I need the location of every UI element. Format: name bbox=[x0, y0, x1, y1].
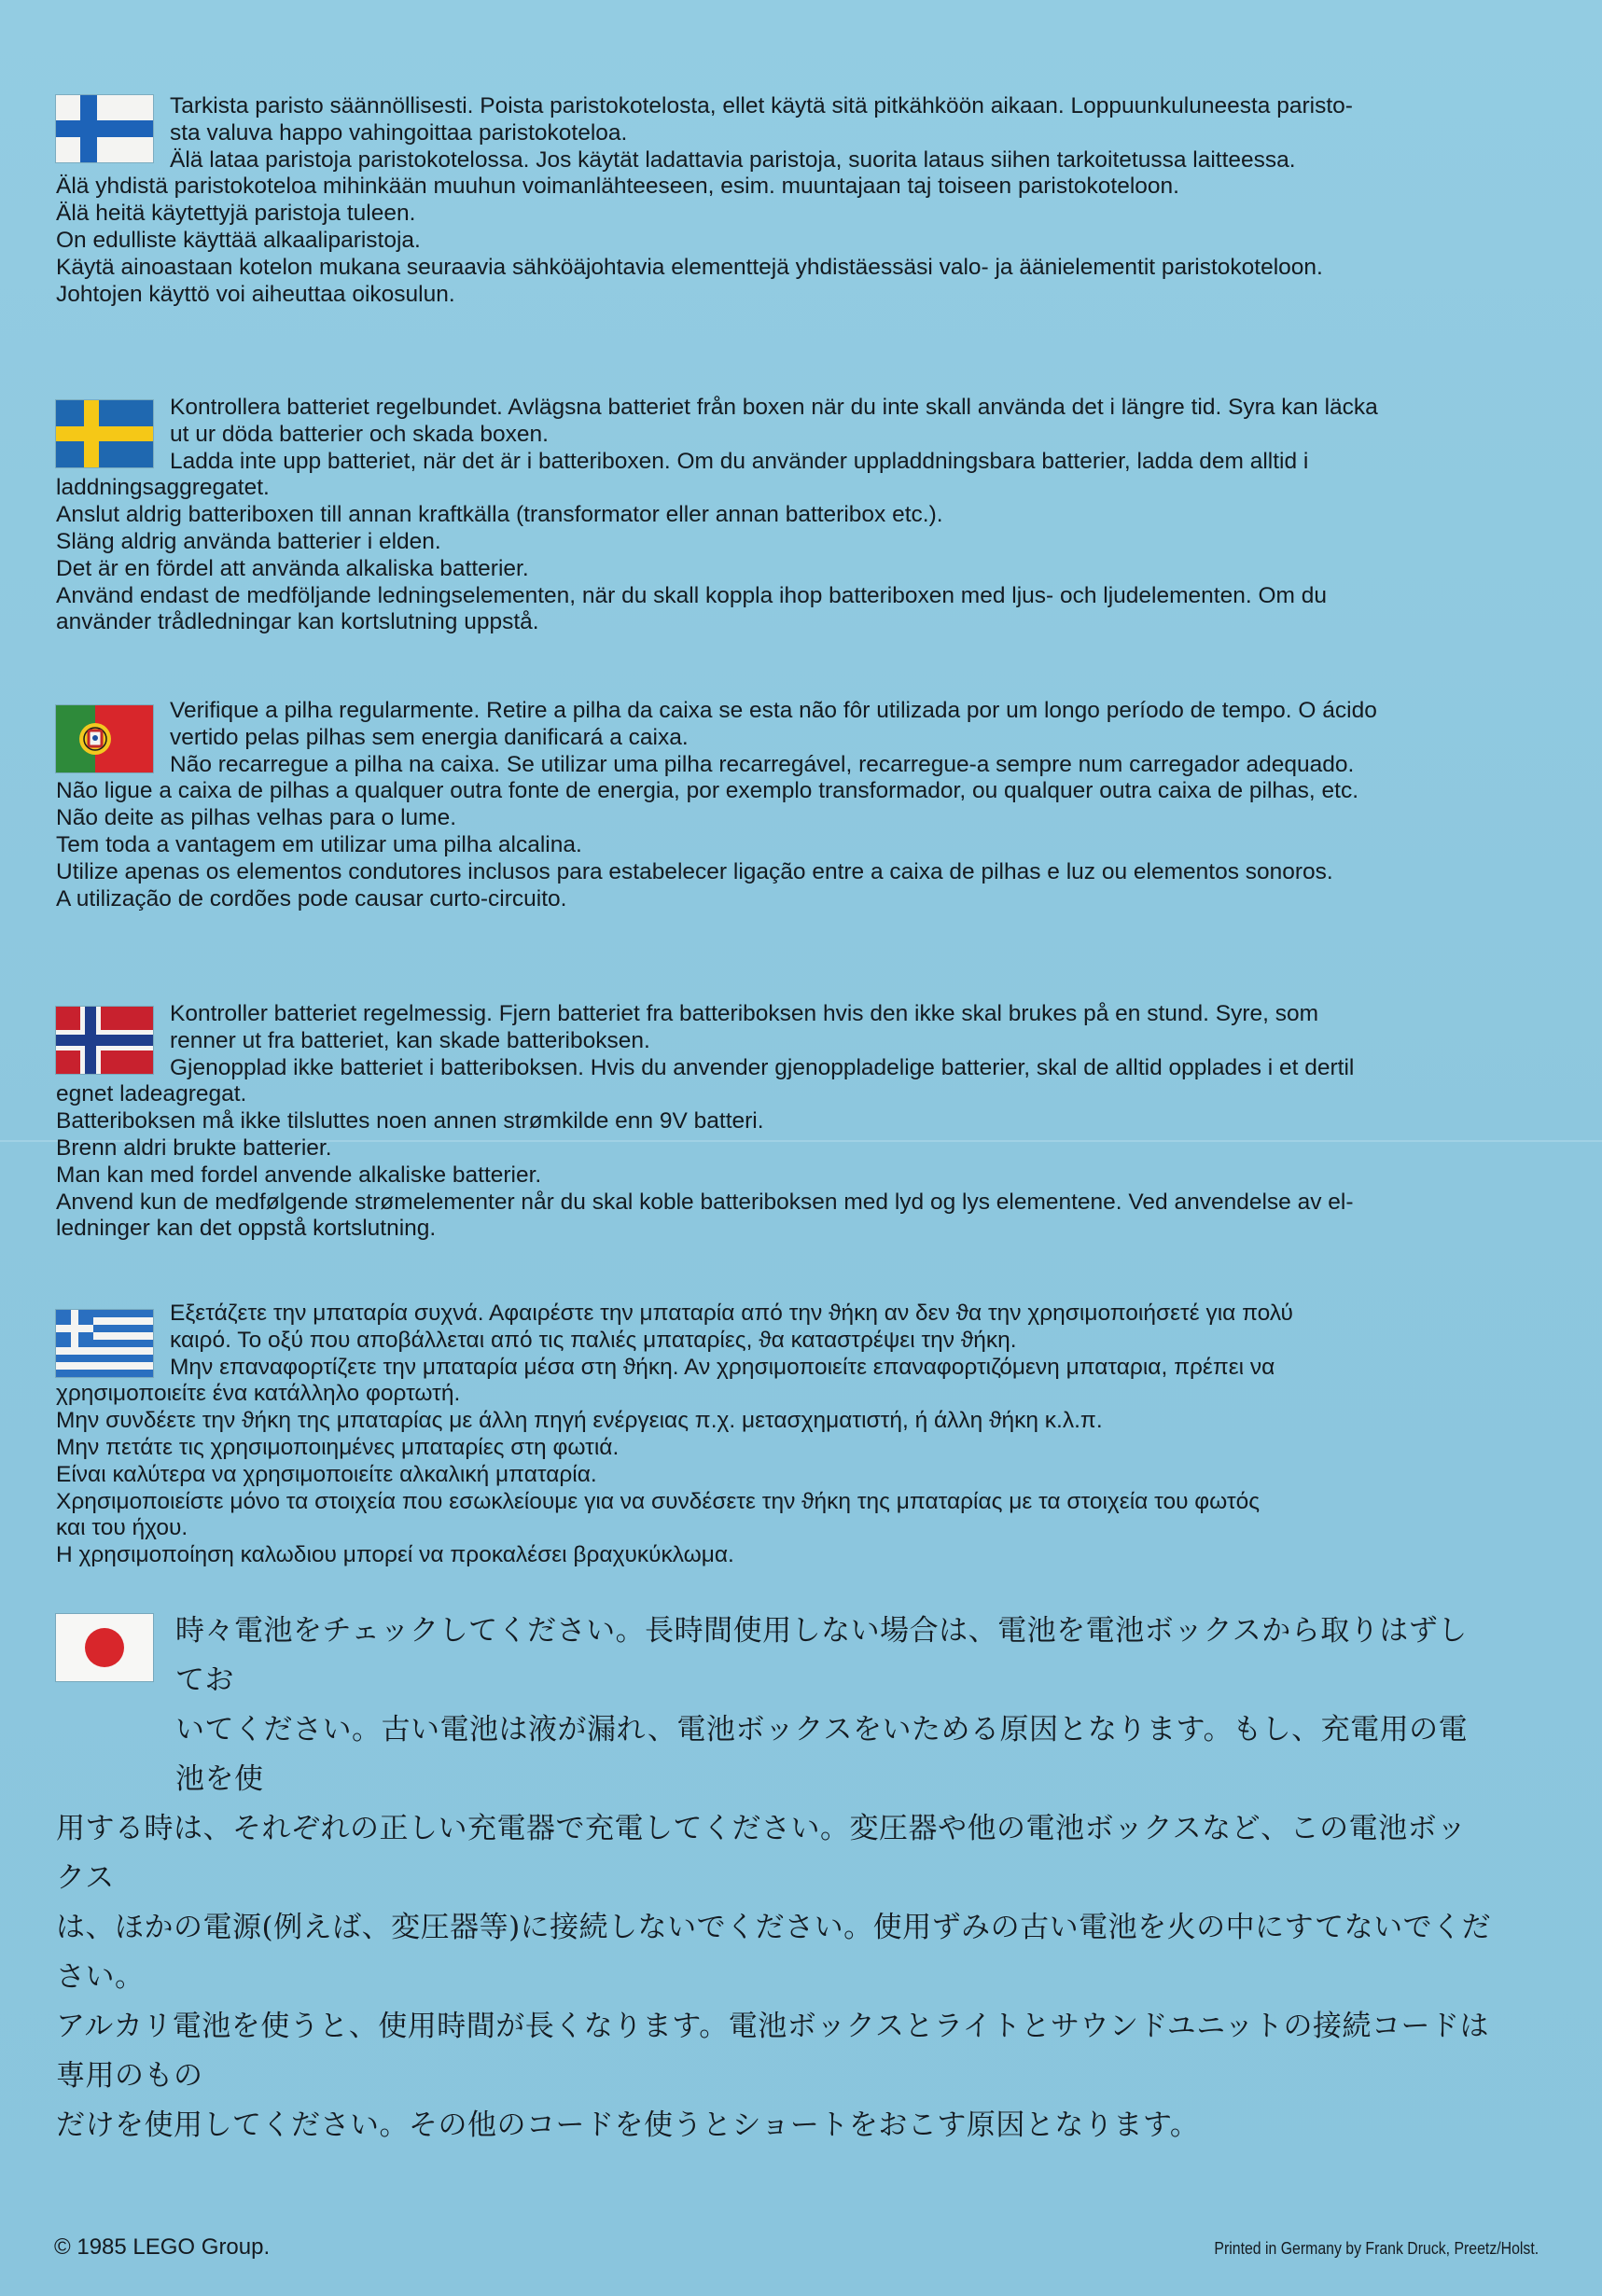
portugal-flag-icon bbox=[56, 705, 153, 772]
text-line: 時々電池をチェックしてください。長時間使用しない場合は、電池を電池ボックスから取りはずしてお bbox=[175, 1614, 1468, 1697]
text-line: Man kan med fordel anvende alkaliske batterier. bbox=[56, 1162, 542, 1188]
text-line: använder trådledningar kan kortslutning uppstå. bbox=[56, 609, 539, 635]
text-line: A utilização de cordões pode causar curto-circuito. bbox=[56, 885, 567, 911]
text-line: vertido pelas pilhas sem energia danificará a caixa. bbox=[170, 724, 689, 750]
text-line: Älä heitä käytettyjä paristoja tuleen. bbox=[56, 201, 416, 227]
text-line: Εξετάζετε την μπαταρία συχνά. Αφαιρέστε την μπαταρία από την ϑήκη αν δεν ϑα την χρησιμοποιήσετέ για πολύ bbox=[170, 1301, 1293, 1326]
text-line: Μην πετάτε τις χρησιμοποιημένες μπαταρίες στη φωτιά. bbox=[56, 1434, 620, 1460]
text-line: Ladda inte upp batteriet, när det är i batteriboxen. Om du använder uppladdningsbara batterier, ladda dem alltid i bbox=[170, 448, 1309, 474]
text-line: Verifique a pilha regularmente. Retire a pilha da caixa se esta não fôr utilizada por um longo período de tempo. O ácido bbox=[170, 698, 1377, 723]
section-greek bbox=[56, 1301, 1493, 1569]
text-line: は、ほかの電源(例えば、変圧器等)に接続しないでください。使用ずみの古い電池を火の中にすてないでください。 bbox=[56, 1911, 1492, 1994]
text-line: On edulliste käyttää alkaaliparistoja. bbox=[56, 227, 421, 253]
text-line: Tem toda a vantagem em utilizar uma pilha alcalina. bbox=[56, 831, 582, 857]
text-line: だけを使用してください。その他のコードを使うとショートをおこす原因となります。 bbox=[56, 2108, 1200, 2142]
text-line: Johtojen käyttö voi aiheuttaa oikosulun. bbox=[56, 281, 455, 307]
sweden-flag-icon bbox=[56, 400, 153, 467]
text-line: Μην επαναφορτίζετε την μπαταρία μέσα στη ϑήκη. Αν χρησιμοποιείτε επαναφορτιζόμενη μπαταρια, πρέπει να bbox=[170, 1354, 1275, 1380]
text-line: Η χρησιμοποίηση καλωδιου μπορεί να προκαλέσει βραχυκύκλωμα. bbox=[56, 1542, 734, 1568]
text-line: χρησιμοποιείτε ένα κατάλληλο φορτωτή. bbox=[56, 1381, 461, 1407]
text-line: Använd endast de medföljande ledningselementen, när du skall koppla ihop batteriboxen med ljus- och ljudelementen. Om du bbox=[56, 582, 1327, 608]
text-line: Χρησιμοποιείστε μόνο τα στοιχεία που εσωκλείουμε για να συνδέσετε την ϑήκη της μπαταρίας με τα στοιχεία του φωτός bbox=[56, 1488, 1261, 1514]
text-line: いてください。古い電池は液が漏れ、電池ボックスをいためる原因となります。もし、充電用の電池を使 bbox=[175, 1713, 1469, 1796]
text-line: laddningsaggregatet. bbox=[56, 475, 270, 501]
text-line: Släng aldrig använda batterier i elden. bbox=[56, 528, 441, 554]
text-line: Tarkista paristo säännöllisesti. Poista paristokotelosta, ellet käytä sitä pitkähköön aikaan. Loppuunkuluneesta paristo- bbox=[170, 93, 1353, 118]
copyright-text: © 1985 LEGO Group. bbox=[54, 2234, 271, 2260]
text-line: και του ήχου. bbox=[56, 1515, 188, 1541]
finland-flag-icon bbox=[56, 95, 153, 162]
text-line: egnet ladeagregat. bbox=[56, 1081, 247, 1107]
text-line: Brenn aldri brukte batterier. bbox=[56, 1134, 332, 1161]
text-line: ut ur döda batterier och skada boxen. bbox=[170, 421, 549, 447]
japan-flag-icon bbox=[56, 1614, 153, 1681]
text-line: Gjenopplad ikke batteriet i batteriboksen. Hvis du anvender gjenoppladelige batterier, skal de alltid opplades i et dertil bbox=[170, 1054, 1355, 1080]
text-line: Älä lataa paristoja paristokotelossa. Jos käytät ladattavia paristoja, suorita lataus siihen tarkoitetussa laitteessa. bbox=[170, 146, 1296, 173]
text-line: Kontroller batteriet regelmessig. Fjern batteriet fra batteriboksen hvis den ikke skal brukes på en stund. Syre, som bbox=[170, 1001, 1319, 1026]
section-finnish bbox=[56, 93, 1493, 308]
text-line: Μην συνδέετε την ϑήκη της μπαταρίας με άλλη πηγή ενέργειας π.χ. μετασχηματιστή, ή άλλη ϑήκη κ.λ.π. bbox=[56, 1408, 1103, 1434]
section-japanese bbox=[56, 1607, 1493, 2150]
greece-flag-icon bbox=[56, 1310, 153, 1377]
section-swedish bbox=[56, 395, 1493, 636]
text-line: ledninger kan det oppstå kortslutning. bbox=[56, 1216, 437, 1242]
text-line: Não ligue a caixa de pilhas a qualquer outra fonte de energia, por exemplo transformador, ou qualquer outra caixa de pilhas, etc. bbox=[56, 778, 1359, 804]
norway-flag-icon bbox=[56, 1007, 153, 1074]
text-line: Utilize apenas os elementos condutores inclusos para estabelecer ligação entre a caixa de pilhas e luz ou elementos sonoros. bbox=[56, 858, 1333, 884]
text-line: アルカリ電池を使うと、使用時間が長くなります。電池ボックスとライトとサウンドユニットの接続コードは専用のもの bbox=[56, 2010, 1490, 2093]
text-line: Käytä ainoastaan kotelon mukana seuraavia sähköäjohtavia elementtejä yhdistäessäsi valo- ja äänielementit paristokoteloon. bbox=[56, 254, 1323, 280]
text-line: Kontrollera batteriet regelbundet. Avlägsna batteriet från boxen när du inte skall använda det i längre tid. Syra kan läcka bbox=[170, 395, 1378, 420]
text-line: renner ut fra batteriet, kan skade batteriboksen. bbox=[170, 1027, 650, 1053]
text-line: 用する時は、それぞれの正しい充電器で充電してください。変圧器や他の電池ボックスなど、この電池ボックス bbox=[56, 1812, 1467, 1895]
text-line: Não deite as pilhas velhas para o lume. bbox=[56, 805, 457, 831]
text-line: Älä yhdistä paristokoteloa mihinkään muuhun voimanlähteeseen, esim. muuntajaan taj toiseen paristokoteloon. bbox=[56, 174, 1179, 200]
text-line: Batteriboksen må ikke tilsluttes noen annen strømkilde enn 9V batteri. bbox=[56, 1108, 764, 1134]
section-portuguese bbox=[56, 698, 1493, 912]
text-line: καιρό. Το οξύ που αποβάλλεται από τις παλιές μπαταρίες, ϑα καταστρέψει την ϑήκη. bbox=[170, 1327, 1017, 1353]
printer-credit: Printed in Germany by Frank Druck, Preetz/Holst. bbox=[1214, 2239, 1539, 2258]
text-line: Είναι καλύτερα να χρησιμοποιείτε αλκαλική μπαταρία. bbox=[56, 1461, 597, 1487]
text-line: Anvend kun de medfølgende strømelementer når du skal koble batteriboksen med lyd og lys elementene. Ved anvendelse av el- bbox=[56, 1189, 1354, 1215]
section-norwegian bbox=[56, 1001, 1493, 1243]
text-line: sta valuva happo vahingoittaa paristokoteloa. bbox=[170, 119, 628, 146]
text-line: Det är en fördel att använda alkaliska batterier. bbox=[56, 555, 529, 581]
text-line: Não recarregue a pilha na caixa. Se utilizar uma pilha recarregável, recarregue-a sempre num carregador adequado. bbox=[170, 751, 1355, 777]
text-line: Anslut aldrig batteriboxen till annan kraftkälla (transformator eller annan batteribox etc.). bbox=[56, 502, 943, 528]
